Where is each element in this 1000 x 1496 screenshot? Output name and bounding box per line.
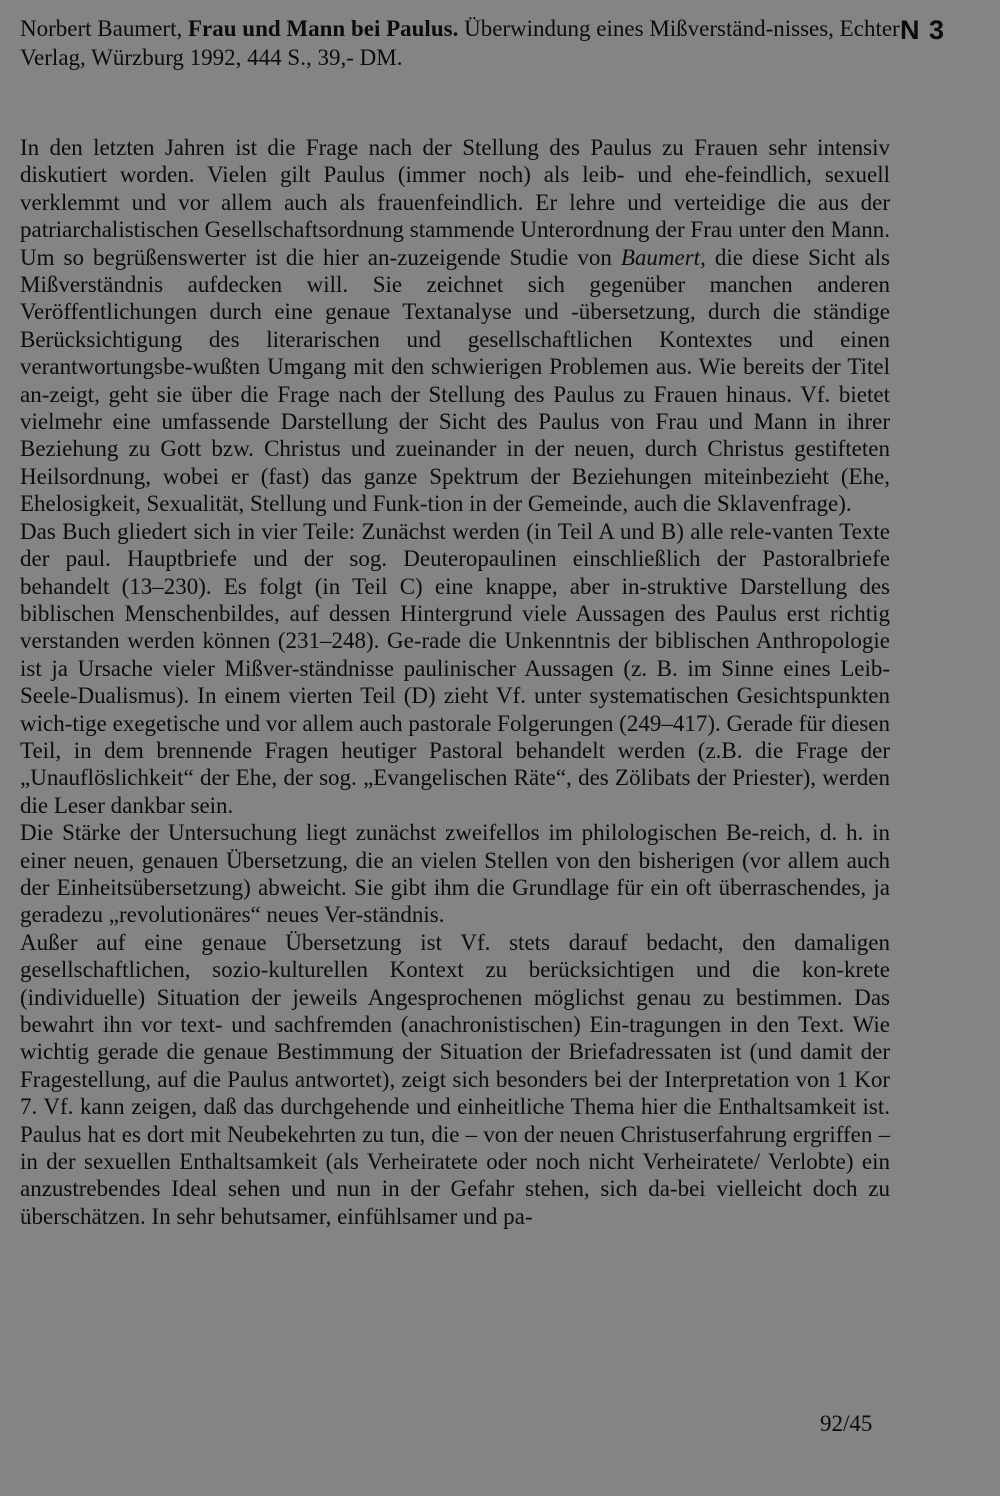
header-author: Norbert Baumert, (20, 16, 183, 41)
paragraph-1-text-b: die diese Sicht als Mißverständnis aufdecken will. Sie zeichnet sich gegenüber manchen anderen Veröffentlichungen durch eine genaue Textanalyse und -übersetzung, durch die ständige Berücksichtigung des literarischen und gesellschaftlichen Kontextes und einen verantwortungsbe-wußten Umgang mit den schwierigen Problemen aus. Wie bereits der Titel an-zeigt, geht sie über die Frage nach der Stellung des Paulus zu Frauen hinaus. Vf. bietet vielmehr eine umfassende Darstellung der Sicht des Paulus von Frau und Mann in ihrer Beziehung zu Gott bzw. Christus und zueinander in der neuen, durch Christus gestifteten Heilsordnung, wobei er (fast) das ganze Spektrum der Beziehungen miteinbezieht (Ehe, Ehelosigkeit, Sexualität, Stellung und Funk-tion in der Gemeinde, auch die Sklavenfrage). (20, 244, 890, 517)
header-publication-details: Überwindung eines Mißverständ-nisses, Echter Verlag, Würzburg 1992, 444 S., 39,- DM. (20, 16, 900, 70)
paragraph-1 (20, 134, 890, 518)
section-mark: N 3 (900, 15, 946, 45)
review-body (20, 134, 890, 1230)
paragraph-2: Das Buch gliedert sich in vier Teile: Zunächst werden (in Teil A und B) alle rele-vanten Texte der paul. Hauptbriefe und der sog. Deuteropaulinen einschließlich der Pastoralbriefe behandelt (13–230). Es folgt (in Teil C) eine knappe, aber in-struktive Darstellung des biblischen Menschenbildes, auf dessen Hintergrund viele Aussagen des Paulus erst richtig verstanden werden können (231–248). Ge-rade die Unkenntnis der biblischen Anthropologie ist ja Ursache vieler Mißver-ständnisse paulinischer Aussagen (z. B. im Sinne eines Leib-Seele-Dualismus). In einem vierten Teil (D) zieht Vf. unter systematischen Gesichtspunkten wich-tige exegetische und vor allem auch pastorale Folgerungen (249–417). Gerade für diesen Teil, in dem brennende Fragen heutiger Pastoral behandelt werden (z.B. die Frage der „Unauflöslichkeit“ der Ehe, der sog. „Evangelischen Räte“, des Zölibats der Priester), werden die Leser dankbar sein. (20, 518, 890, 818)
paragraph-4: Außer auf eine genaue Übersetzung ist Vf. stets darauf bedacht, den damaligen gesellschaftlichen, sozio-kulturellen Kontext zu berücksichtigen und die kon-krete (individuelle) Situation der jeweils Angesprochenen möglichst genau zu bestimmen. Das bewahrt ihn vor text- und sachfremden (anachronistischen) Ein-tragungen in den Text. Wie wichtig gerade die genaue Bestimmung der Situation der Briefadressaten ist (und damit der Fragestellung, auf die Paulus antwortet), zeigt sich besonders bei der Interpretation von 1 Kor 7. Vf. kann zeigen, daß das durchgehende und einheitliche Thema hier die Enthaltsamkeit ist. Paulus hat es dort mit Neubekehrten zu tun, die – von der neuen Christuserfahrung ergriffen – in der sexuellen Enthaltsamkeit (als Verheiratete oder noch nicht Verheiratete/ Verlobte) ein anzustrebendes Ideal sehen und nun in der Gefahr stehen, sich da-bei vielleicht doch zu überschätzen. In sehr behutsamer, einfühlsamer und pa- (20, 929, 890, 1229)
page-number: 92/45 (820, 1411, 873, 1436)
paragraph-1-text-a: In den letzten Jahren ist die Frage nach der Stellung des Paulus zu Frauen sehr intensiv diskutiert worden. Vielen gilt Paulus (immer noch) als leib- und ehe-feindlich, sexuell verklemmt und vor allem auch als frauenfeindlich. Er lehre und verteidige die aus der patriarchalistischen Gesellschaftsordnung stammende Unterordnung der Frau unter den Mann. Um so begrüßenswerter ist die hier an-zuzeigende Studie von (20, 135, 890, 270)
bibliographic-header (20, 14, 900, 72)
paragraph-3: Die Stärke der Untersuchung liegt zunächst zweifellos im philologischen Be-reich, d. h. in einer neuen, genauen Übersetzung, die an vielen Stellen von den bisherigen (vor allem auch der Einheitsübersetzung) abweicht. Sie gibt ihm die Grundlage für ein oft überraschendes, ja geradezu „revolutionäres“ neues Ver-ständnis. (20, 820, 890, 928)
header-title: Frau und Mann bei Paulus. (187, 16, 459, 41)
author-name-italic: Baumert, (620, 244, 706, 270)
